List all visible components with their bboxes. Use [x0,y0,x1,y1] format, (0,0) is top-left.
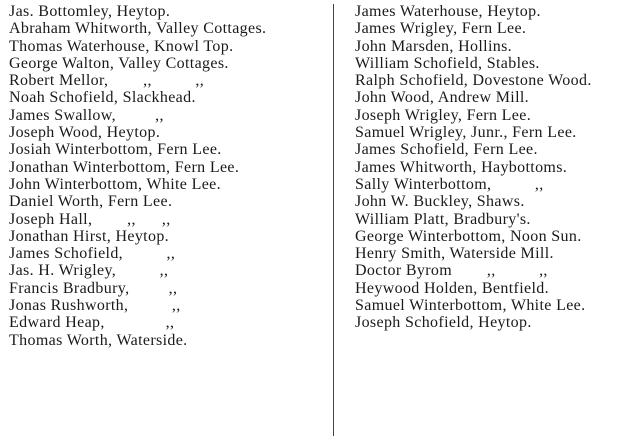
list-item: James Whitworth, Haybottoms. [355,158,568,176]
list-item: Abraham Whitworth, Valley Cottages. [9,20,267,38]
list-item: George Walton, Valley Cottages. [9,54,229,72]
list-item: Jonathan Winterbottom, Fern Lee. [9,158,240,176]
list-item: Doctor Byrom ,, ,, [355,262,548,280]
list-item: Heywood Holden, Bentfield. [355,279,549,297]
list-item: Jas. Bottomley, Heytop. [9,3,171,20]
list-item: John Winterbottom, White Lee. [9,175,221,193]
list-item: Samuel Wrigley, Junr., Fern Lee. [355,124,577,142]
list-item: Samuel Winterbottom, White Lee. [355,297,586,315]
list-item: Robert Mellor, ,, ,, [9,72,205,90]
list-item: Jonathan Hirst, Heytop. [9,227,170,245]
list-item: Edward Heap, ,, [9,314,175,332]
right-column [355,3,637,332]
list-item: Thomas Waterhouse, Knowl Top. [9,37,234,55]
list-item: George Winterbottom, Noon Sun. [355,227,582,245]
list-item: Jas. H. Wrigley, ,, [9,262,169,280]
left-column [9,3,305,349]
list-item: James Waterhouse, Heytop. [355,3,541,20]
list-item: James Wrigley, Fern Lee. [355,20,527,38]
list-item: Joseph Hall, ,, ,, [9,210,171,228]
list-item: William Platt, Bradbury's. [355,210,531,228]
list-item: Francis Bradbury, ,, [9,279,178,297]
list-item: James Swallow, ,, [9,106,164,124]
list-item: Joseph Wrigley, Fern Lee. [355,106,532,124]
list-item: Josiah Winterbottom, Fern Lee. [9,141,222,159]
list-item: William Schofield, Stables. [355,54,540,72]
list-item: John Wood, Andrew Mill. [355,89,530,107]
list-item: Sally Winterbottom, ,, [355,175,544,193]
list-item: James Schofield, Fern Lee. [355,141,538,159]
list-item: Joseph Schofield, Heytop. [355,314,532,332]
column-divider [333,4,334,436]
list-item: John W. Buckley, Shaws. [355,193,525,211]
list-item: Thomas Worth, Waterside. [9,331,188,349]
list-item: Daniel Worth, Fern Lee. [9,193,173,211]
list-item: John Marsden, Hollins. [355,37,513,55]
list-item: Henry Smith, Waterside Mill. [355,245,554,263]
list-item: Noah Schofield, Slackhead. [9,89,196,107]
list-item: Ralph Schofield, Dovestone Wood. [355,72,592,90]
list-item: Joseph Wood, Heytop. [9,124,161,142]
list-item: James Schofield, ,, [9,245,176,263]
list-item: Jonas Rushworth, ,, [9,297,181,315]
